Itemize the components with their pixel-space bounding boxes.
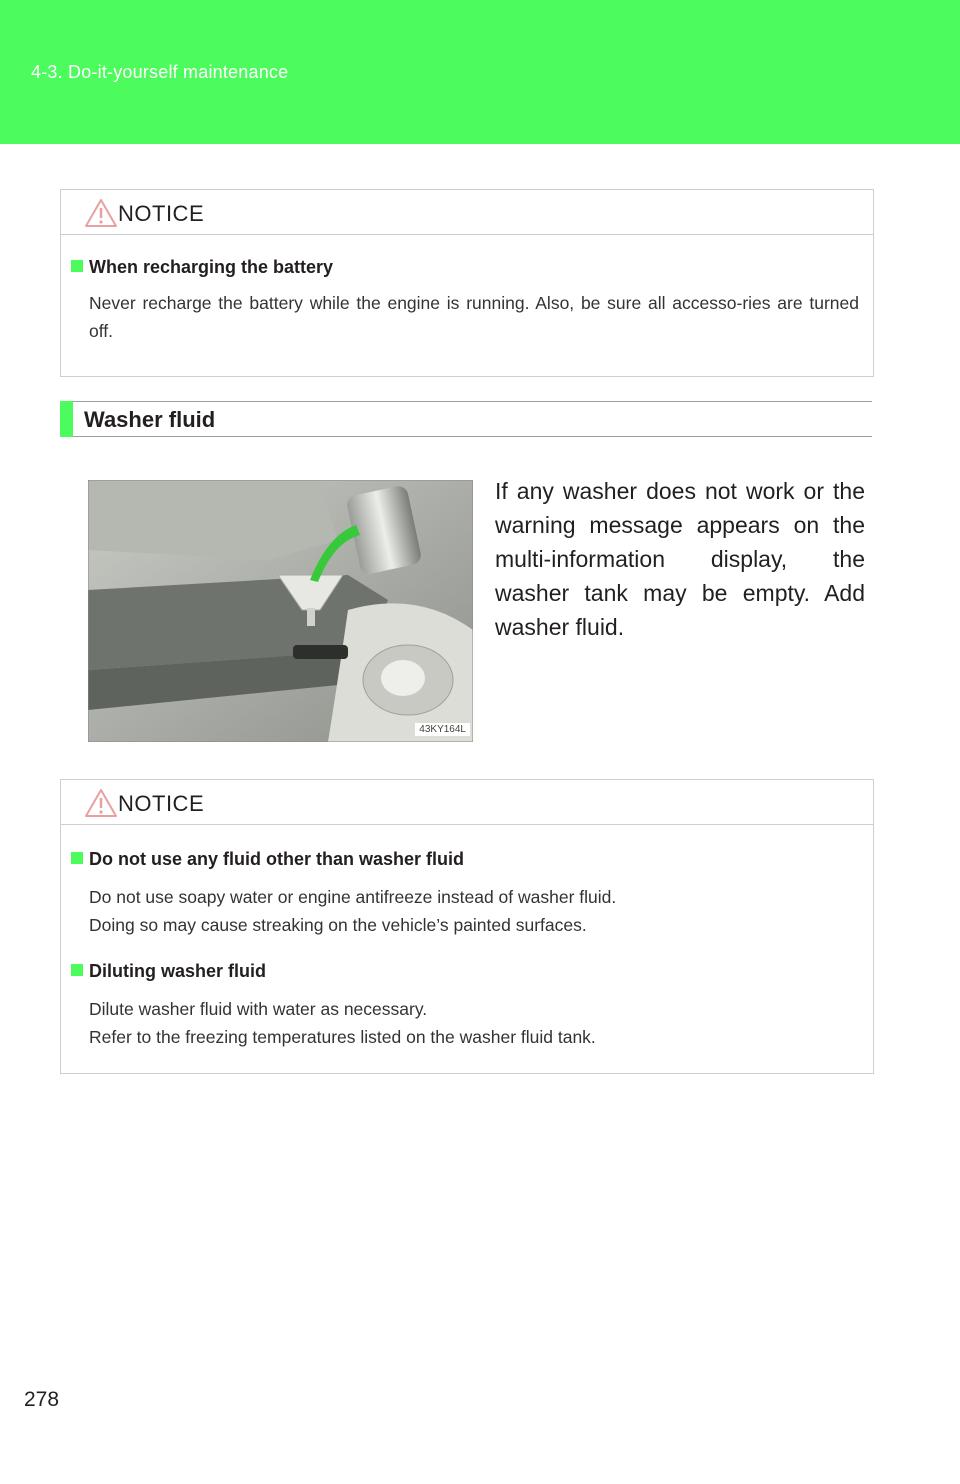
notice-title: NOTICE — [118, 201, 205, 226]
engine-bay-image — [88, 480, 473, 742]
notice-header — [61, 780, 873, 825]
warning-triangle-icon — [84, 198, 118, 228]
notice-item-heading: When recharging the battery — [89, 255, 873, 279]
notice-item — [61, 847, 873, 939]
header-band — [0, 0, 960, 144]
notice-item-text: Never recharge the battery while the engine is running. Also, be sure all accesso-ries are turned off. — [89, 293, 859, 341]
section-heading: Washer fluid — [84, 407, 216, 432]
notice-box-battery — [60, 189, 874, 377]
notice-box-washer — [60, 779, 874, 1074]
notice-item-text: Dilute washer fluid with water as necessary. Refer to the freezing temperatures listed on the washer fluid tank. — [89, 999, 596, 1047]
notice-item-text: Do not use soapy water or engine antifreeze instead of washer fluid. Doing so may cause streaking on the vehicle’s painted surfaces. — [89, 887, 617, 935]
notice-header — [61, 190, 873, 235]
page-number: 278 — [24, 1388, 60, 1411]
notice-title: NOTICE — [118, 791, 205, 816]
image-code: 43KY164L — [415, 723, 470, 736]
bullet-square-icon — [71, 260, 83, 272]
washer-fluid-paragraph: If any washer does not work or the warning message appears on the multi-information display, the washer tank may be empty. Add washer fluid. — [495, 478, 865, 640]
notice-item-heading: Diluting washer fluid — [89, 959, 873, 983]
notice-item-heading: Do not use any fluid other than washer fluid — [89, 847, 873, 871]
section-label: 4-3. Do-it-yourself maintenance — [31, 62, 289, 82]
washer-fluid-illustration — [88, 480, 473, 742]
heading-accent — [60, 401, 73, 437]
section-heading-bar — [60, 401, 872, 437]
bullet-square-icon — [71, 964, 83, 976]
bullet-square-icon — [71, 852, 83, 864]
notice-item — [61, 255, 873, 345]
notice-item — [61, 959, 873, 1051]
warning-triangle-icon — [84, 788, 118, 818]
